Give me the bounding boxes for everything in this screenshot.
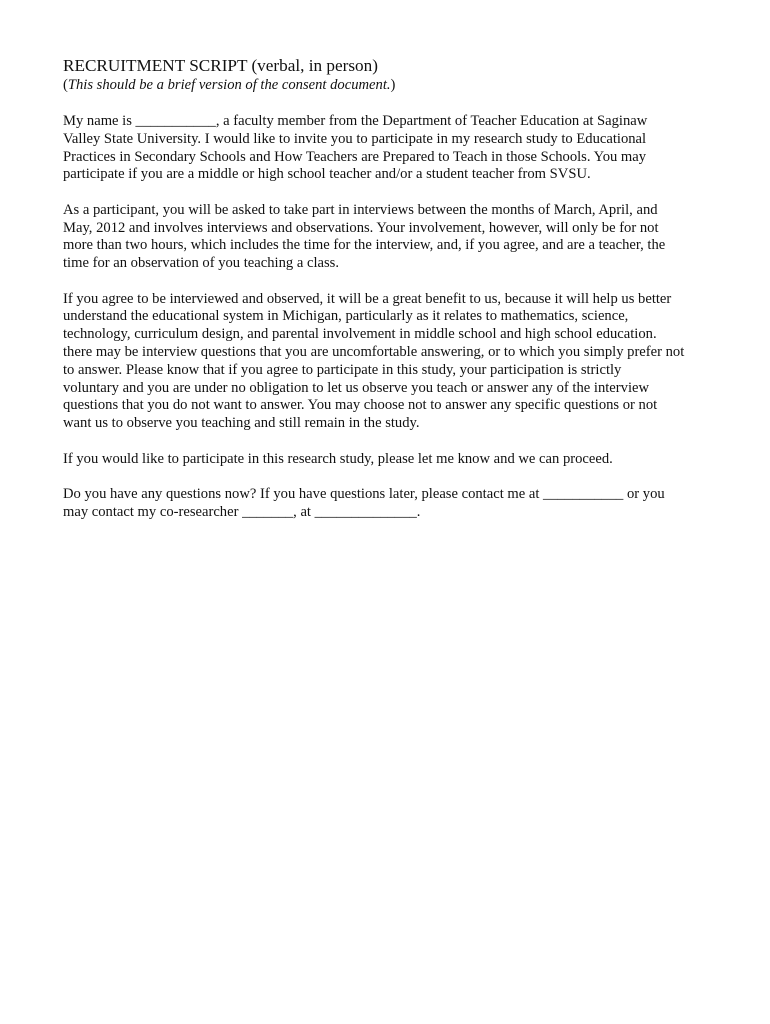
subtitle-open-paren: ( (63, 77, 68, 93)
paragraph-line: My name is ___________, a faculty member from the Department of Teacher Education at Saginaw (63, 113, 648, 129)
paragraph-benefits-voluntary (63, 291, 711, 433)
paragraph-line: more than two hours, which includes the time for the interview, and, if you agree, and are a teacher, the (63, 237, 666, 254)
paragraph-line: May, 2012 and involves interviews and observations. Your involvement, however, will only be for not (63, 219, 659, 236)
paragraph-line: Valley State University. I would like to invite you to participate in my research study to Educational (63, 130, 647, 147)
paragraph-line: If you agree to be interviewed and observed, it will be a great benefit to us, because it will help us better (63, 290, 672, 307)
paragraph-proceed (63, 451, 711, 469)
paragraph-line: Do you have any questions now? If you have questions later, please contact me at ___________ or you (63, 485, 665, 502)
paragraph-line: If you would like to participate in this research study, please let me know and we can proceed. (63, 450, 613, 467)
paragraph-line: may contact my co-researcher _______, at ______________. (63, 503, 421, 520)
paragraph-introduction (63, 113, 711, 184)
paragraph-line: technology, curriculum design, and parental involvement in middle school and high school education. (63, 326, 657, 343)
paragraph-line: participate if you are a middle or high school teacher and/or a student teacher from SVSU. (63, 166, 591, 183)
paragraph-line: time for an observation of you teaching a class. (63, 255, 339, 272)
paragraph-line: understand the educational system in Michigan, particularly as it relates to mathematics, science, (63, 308, 629, 325)
paragraph-line: voluntary and you are under no obligation to let us observe you teach or answer any of the interview (63, 379, 650, 396)
paragraph-questions-contact (63, 486, 711, 522)
document-subtitle (63, 76, 711, 94)
subtitle-italic-note: This should be a brief version of the consent document. (67, 77, 391, 93)
paragraph-line: want us to observe you teaching and still remain in the study. (63, 415, 420, 432)
paragraph-line: Practices in Secondary Schools and How Teachers are Prepared to Teach in those Schools. You may (63, 148, 647, 165)
paragraph-line: As a participant, you will be asked to take part in interviews between the months of March, April, and (63, 201, 658, 218)
document-body (63, 56, 711, 539)
paragraph-line: there may be interview questions that you are uncomfortable answering, or to which you simply prefer not (63, 343, 685, 360)
paragraph-line: to answer. Please know that if you agree to participate in this study, your participation is strictly (63, 361, 622, 378)
document-title: RECRUITMENT SCRIPT (verbal, in person) (63, 56, 378, 75)
subtitle-close-paren: ) (390, 77, 396, 93)
paragraph-participation (63, 202, 711, 273)
paragraph-line: questions that you do not want to answer. You may choose not to answer any specific questions or not (63, 397, 658, 414)
